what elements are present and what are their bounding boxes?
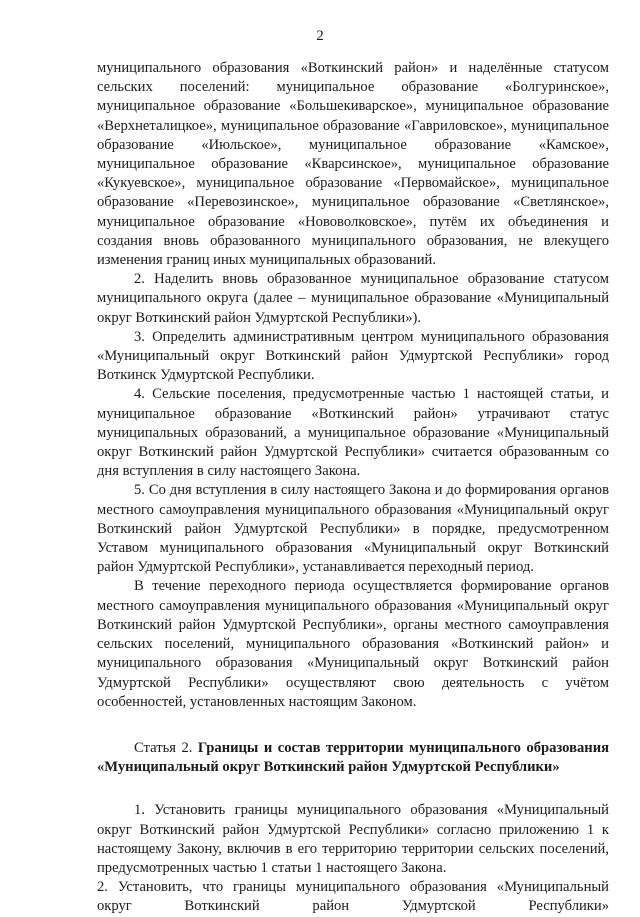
paragraph-item-2: 2. Наделить вновь образованное муниципальное образование статусом муниципального округа (далее – муниципальное образование «Муниципальный округ Воткинский район Удмуртской Республики»). [97, 271, 609, 326]
paragraph-intro-continuation: муниципального образования «Воткинский район» и наделённые статусом сельских поселений: муниципальное образование «Болгуринское», муниципальное образование «Большекиварское», муниципальное образование «Верхнеталицкое», муниципальное образование «Гавриловское», муниципальное образование «Июльское», муниципальное образование «Камское», муниципальное образование «Кварсинское», муниципальное образование «Кукуевское», муниципальное образование «Первомайское», муниципальное образование «Перевозинское», муниципальное образование «Светлянское», муниципальное образование «Нововолковское», путём их объединения и создания вновь образованного муниципального образования, не влекущего изменения границ иных муниципальных образований. [97, 60, 609, 269]
article-title: Границы и состав территории муниципального образования «Муниципальный округ Воткинский район Удмуртской Республики» [97, 739, 610, 776]
paragraph-item-3: 3. Определить административным центром муниципального образования «Муниципальный округ Воткинский район Удмуртской Республики» город Воткинск Удмуртской Республики. [97, 328, 609, 384]
page-number: 2 [316, 28, 324, 44]
paragraph-item-5: 5. Со дня вступления в силу настоящего Закона и до формирования органов местного самоуправления муниципального образования «Муниципальный округ Воткинский район Удмуртской Республики» в порядке, предусмотренном Уставом муниципального образования «Муниципальный округ Воткинский район Удмуртской Республики», устанавливается переходный период. [97, 482, 609, 576]
article-2-item-2: 2. Установить, что границы муниципального образования «Муниципальный округ Воткинский район Удмуртской Республики» [97, 879, 609, 915]
document-body [97, 59, 609, 917]
article-heading [97, 739, 609, 777]
paragraph-item-4: 4. Сельские поселения, предусмотренные частью 1 настоящей статьи, и муниципальное образование «Воткинский район» утрачивают статус муниципальных образований, а муниципальное образование «Муниципальный округ Воткинский район Удмуртской Республики» считается образованным со дня вступления в силу настоящего Закона. [97, 386, 609, 480]
article-2-item-1: 1. Установить границы муниципального образования «Муниципальный округ Воткинский район Удмуртской Республики» согласно приложению 1 к настоящему Закону, включив в его территорию территории сельских поселений, предусмотренных частью 1 статьи 1 настоящего Закона. [97, 802, 609, 876]
article-number: Статья 2. [134, 739, 193, 756]
paragraph-transition-period: В течение переходного периода осуществляется формирование органов местного самоуправления муниципального образования «Муниципальный округ Воткинский район Удмуртской Республики», органы местного самоуправления сельских поселений, муниципального образования «Воткинский район» и муниципального образования «Муниципальный округ Воткинский район Удмуртской Республики» осуществляют свою деятельность с учётом особенностей, установленных настоящим Законом. [97, 578, 609, 710]
